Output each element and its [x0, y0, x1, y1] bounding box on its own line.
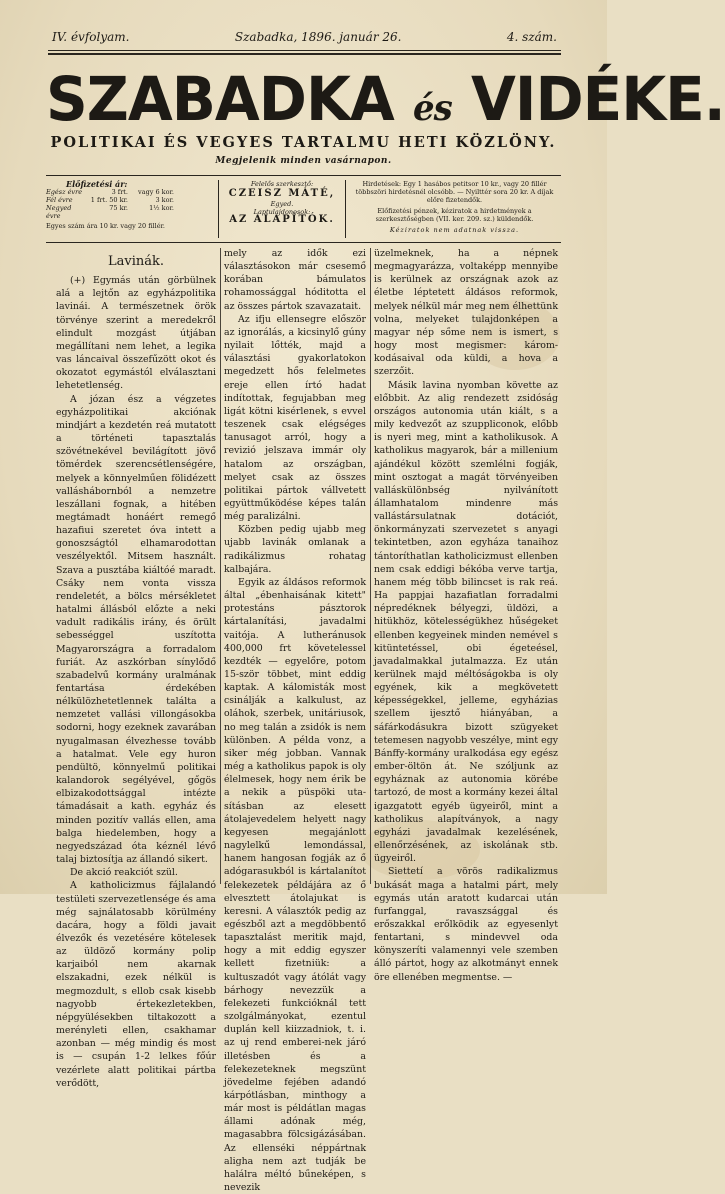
- price-row: [46, 188, 214, 196]
- masthead-title-b: VIDÉKE.: [470, 63, 725, 135]
- price-alt: 3 kor.: [155, 196, 174, 204]
- article-column-3: [374, 247, 558, 983]
- subscription-box: [46, 180, 214, 238]
- editor-role: Egyed.: [270, 200, 294, 208]
- article-paragraph: (+) Egymás után görbülnek alá a lejtőn az egyházpolitika lavinái. A természetnek örök törvénye szerint a meredekről elindult mozgást útjában megállítani nem lehet, a legika vas láncaival összefűzött okot és okozatot egymástól elválasztani lehetetlenség.: [56, 275, 216, 392]
- article-paragraph: Egyik az áldásos reformok által „ébenhaisának kitett" protestáns pásztorok kártalanítási, javadalmi vaitója. A lutheránusok 400,000 frt követelessel kezdték — egyelőre, potom 15-ször többet, mint eddig kaptak. A kálomisták most csinálják a kalkulust, az oláhok, szerbek, unitáriusok, no meg talán a zsidók is nem különben. A példa vonz, a siker még jobban. Vannak még a katholikus papok is oly élelmesek, hogy nem érik be a nekik a püspöki uta-sításban az elesett átolajevedelem helyett nagy kegyesen megajánlott nagylelkű lemondással, hanem hangosan fogják az ő adógarasukból is kártalanítot felekezetek példájára az ő elvesztett átolajukat is keresni. A választók pedig az egészből azt a megdöbbentő tapasztalást meritik majd, hogy a mit eddig egyszer kellett fizetniük: a kultuszadót vagy átólát vagy bárhogy nevezzük a felekezeti funkcióknál tett szolgálmányokat, ezentul duplán kell kiizzadniok, t. i. az uj rend emberei-nek járó illetésben és a felekezeteknek megszünt jövedelme fejében adandó kárpótlásban, minthogy a már most is példátlan magas állami adónak még, magasabbra fölcsigázásában. Az ellenséki néppártnak aligha nem azt tudják be halálra méltó bűneképen, s nevezik: [224, 576, 366, 1194]
- article-paragraph: Másik lavina nyomban követte az előbbit. Az alig rendezett zsidóság országos autonomia után kiált, s a mily kedvezőt az szuppliconok, előbb is nyeri meg, mint a katholikusok. A katholikus magyarok, bár a millenium ajándékul között szemlélni fogják, mint osztogat a magát törvényeiben valláskülönbség nyilvánított államhatalom mindenre más vallástársulatnak dotációt, önkormányzati szervezetet s anyagi tekintetben, azon egyháza tanaihoz tántoríthatlan katholicizmust ellenben nem csak eddigi békóba verve tartja, hanem még több bilincset is rak reá. Ha pappjai hazafiatlan forradalmi népredéknek bélyegzi, üldözi, a hitükhöz, kötelességükhez hűségeket ellenben kegyeinek minden nemével s kitüntetéssel, obi égeteésel, javadalmakkal jutalmazza. Ez után kerülnek majd méltóságokba is oly egyének, kik a megkövetett képességekkel, jelleme, egyházias szellem ijesztő hiányában, a sáfárkodásukra bizott szügyeket tetemesen nagyobb veszélye, mint egy Bánffy-kormány uralkodása egy egész ember-öltön át. Ne szóljunk az egyháznak az autonomia körébe tartozó, de most a kormány kezei által igazgatott egyéb ügyeiről, mint a katholikus alapítványok, a nagy egyházi javadalmak kezelésének, ellenőrzésének, az iskolának stb. ügyeiről.: [374, 379, 558, 865]
- editor-label: Felelős szerkesztő:: [250, 180, 314, 188]
- ads-note: Kéziratok nem adatnak vissza.: [389, 226, 520, 234]
- ads-box: [348, 180, 561, 238]
- volume-label: IV. évfolyam.: [52, 30, 130, 44]
- price-row: [46, 204, 214, 220]
- price-alt: 1½ kor.: [149, 204, 174, 212]
- article-paragraph: Az ifju ellensegre először az ignorálás, a kicsinylő gúny nyilait lőtték, majd a választási gyakorlatokon megedzett hős felelmetes ereje ellen írtó hadat indítottak, fegujabban meg ligát kötni kisérlenek, s evvel teszenek csak elégséges tanusagot arról, hogy a revizió jelszava immár oly hatalom az országban, melyet csak az összes politikai pártok vállvetett együttműködése képes talán még paralizálni.: [224, 313, 366, 523]
- masthead-title-es: és: [413, 87, 452, 130]
- price-value: 3 frt.: [111, 188, 128, 196]
- editor-name: CZEISZ MÁTÉ,: [228, 188, 336, 199]
- article-paragraph: A katholicizmus fájlalandó testületi szervezetlensége és ama még sajnálatosabb körülmény dacára, hogy a földi javait élvezők és vezetésére kötelesek az üldöző kormány polip karjaiból nem akarnak elszakadni, ezek nélkül is megmozdult, s ellob csak kisebb nagyobb értekezletekben, népgyülésekben tiltakozott a merényleti ellen, csakhamar azonban — még mindig és most is — csupán 1-2 lelkes főúr vezérlete alatt politikai pártba verődött,: [56, 880, 216, 1089]
- article-paragraph: De akció reakciót szül.: [70, 867, 178, 879]
- place-date: Szabadka, 1896. január 26.: [234, 30, 402, 44]
- owners-label: Laptulajdonosok:: [253, 208, 311, 216]
- article-column-2: [224, 247, 366, 1194]
- article-paragraph: A józan ész a végzetes egyházpolitikai akciónak mindjárt a kezdetén reá mutatott a történeti tapasztalás szövétnekével bevilágított jövő tömérdek szerencsétlenségére, melyek a könnyelműen fölidézett valláshábornból a nemzetre leszállani fognak, a hitében megtámadt honáért remegő hazafiui szeretet óva intett a gonoszságtól elhamarodottan veszélyektől. Mitsem használt. Szava a pusztába kiáltóé maradt. Csáky nem vonta vissza rendeletét, a bölcs mérsékletet hatalmi állásból előzte a neki vadult radikális irány, és örült sebességgel uszította Magyarországra a forradalom furiát. Az aszkórban sínylődő szabadelvű kormány uralmának fentartása érdekében nélkülözhetetlennek találta a nemzetet vallási villongásokba sodorni, hogy ezeknek zavarában nyugalmasan élvezhesse tovább a hatalmat. Vele egy huron pendültö, könnyelmű politikai kalandorok segélyével, gőgös elbizakodottsággal intézte támadásait a kath. egyház és minden pozitív vallás ellen, ama balga hiedelemben, hogy a negyedszázad óta kéznél lévő talaj biztosítja az állandó sikert.: [56, 393, 216, 866]
- header-line: [52, 28, 557, 46]
- editor-box: [218, 180, 346, 238]
- article-title: Lavinák.: [107, 254, 165, 269]
- single-copy-price: Egyes szám ára 10 kr. vagy 20 fillér.: [46, 222, 165, 230]
- price-label: Negyed évre: [46, 204, 72, 220]
- price-alt: vagy 6 kor.: [138, 188, 174, 196]
- column-separator: [220, 248, 221, 884]
- masthead-title-a: SZABADKA: [46, 63, 394, 135]
- ads-address: Előfizetési pénzek, kéziratok a hirdetmények a szerkesztőségben (VII. ker. 209. sz.) küldendők.: [375, 207, 534, 223]
- info-box: [46, 175, 561, 243]
- price-row: [46, 196, 214, 204]
- article-paragraph: Közben pedig ujabb meg ujabb lavinák omlanak a radikálizmus rohatag kalbajára.: [224, 524, 366, 575]
- publication-frequency: Megjelenik minden vasárnapon.: [215, 156, 392, 166]
- issue-number: 4. szám.: [506, 30, 557, 44]
- article-paragraph: Siettetí a vörös radikalizmus bukását maga a hatalmi párt, mely egymás után aratott kudarcai után furfanggal, ravaszsággal és erőszakkal erőlködik az egyesenlyt fentartani, s mindevvel oda könyszeríti valamennyi vele szemben álló pártot, hogy az alkotmányt ennek öre ellenében megmentse. —: [374, 866, 558, 983]
- subtitle: POLITIKAI ÉS VEGYES TARTALMU HETI KÖZLÖNY.: [50, 134, 557, 151]
- subscription-heading: Előfizetési ár:: [66, 179, 128, 189]
- masthead-title: [46, 58, 725, 140]
- price-value: 1 frt. 50 kr.: [90, 196, 128, 204]
- article-paragraph: üzelmeknek, ha a népnek megmagyarázza, voltaképp mennyibe is kerülnek az országnak azok az életbe léptetett áldásos reformok, melyek nélkül már meg nem élhettünk volna, melyeket tulajdonképen a magyar nép sőme nem is ismert, s hogy most megismer: károm-kodásaival oda küldi, a hova a szerzőit.: [374, 248, 558, 378]
- price-value: 75 kr.: [109, 204, 128, 212]
- header-rule: [48, 50, 561, 51]
- price-label: Egész évre: [46, 188, 83, 196]
- article-column-1: [56, 247, 216, 1089]
- ads-rates: Hirdetések: Egy 1 hasábos petitsor 10 kr., vagy 20 fillér többszöri hirdetésnél olcsóbb. — Nyilttér sora 20 kr. A díjak előre fizetendők.: [355, 180, 554, 204]
- header-rule-thick: [48, 53, 561, 55]
- article-paragraph: mely az idők ezi választásokon már csesemő korában bámulatos rohamossággal hóditotta el az összes pártok szavazatait.: [224, 248, 366, 312]
- owners-name: AZ ALAPÍTÓK.: [229, 214, 335, 225]
- price-label: Fél évre: [46, 196, 73, 204]
- column-separator: [370, 248, 371, 884]
